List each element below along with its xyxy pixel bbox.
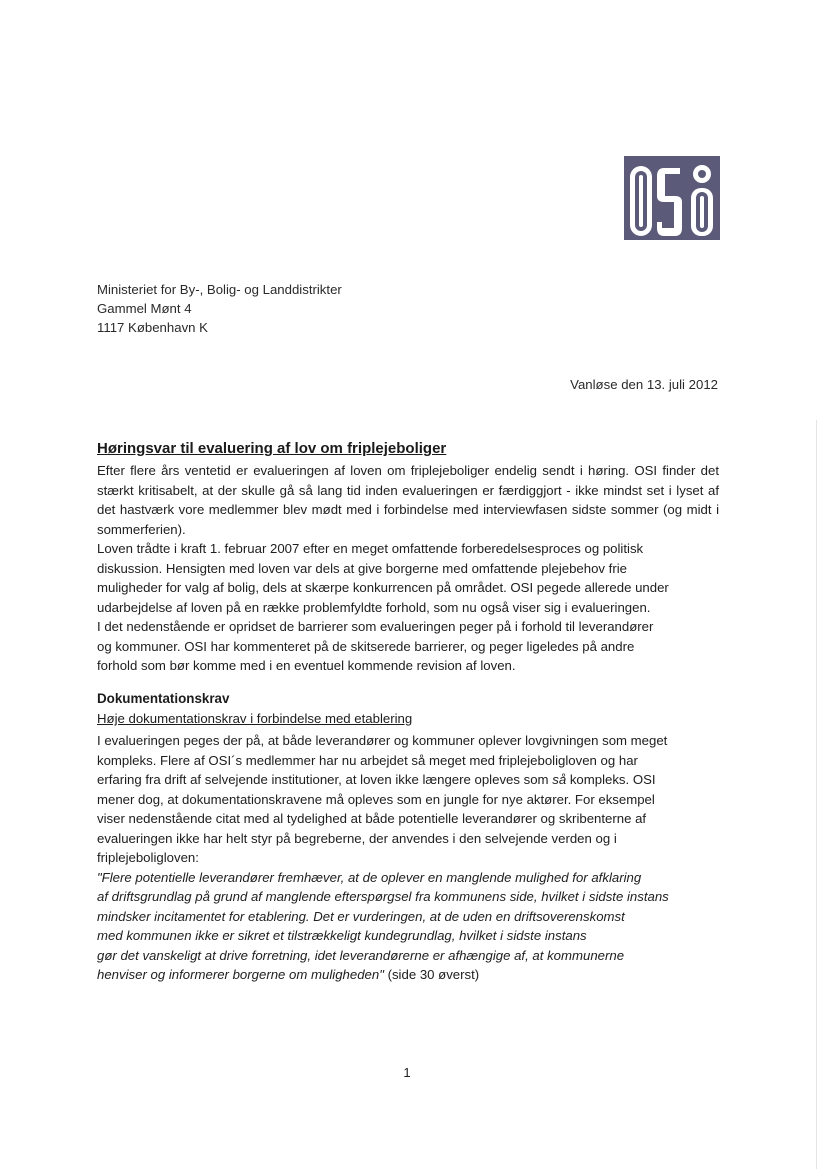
recipient-line-1: Ministeriet for By-, Bolig- og Landdistrikter (97, 282, 342, 297)
recipient-address (97, 280, 342, 337)
document-title: Høringsvar til evaluering af lov om friplejeboliger (97, 440, 447, 457)
intro-paragraph-3 (97, 617, 719, 676)
intro-p3-line: I det nedenstående er opridset de barrierer som evalueringen peger på i forhold til leverandører (97, 619, 654, 634)
section-subheading: Høje dokumentationskrav i forbindelse med etablering (97, 711, 413, 726)
intro-p3-line: forhold som bør komme med i en eventuel kommende revision af loven. (97, 658, 516, 673)
section-text-segment: kompleks. OSI (566, 772, 656, 787)
page-number: 1 (403, 1065, 411, 1080)
osi-logo (624, 156, 720, 240)
quote-line: af driftsgrundlag på grund af manglende efterspørgsel fra kommunens side, hvilket i sidste instans (97, 889, 669, 904)
section-text-line: mener dog, at dokumentationskravene må opleves som en jungle for nye aktører. For eksempel (97, 791, 655, 807)
section-text-line: viser nedenstående citat med al tydelighed at både potentielle leverandører og skribenterne af (97, 811, 647, 826)
recipient-line-2: Gammel Mønt 4 (97, 301, 192, 316)
quote-line: mindsker incitamentet for etablering. Det er vurderingen, at de uden en driftsoverenskomst (97, 908, 625, 924)
section-body (97, 731, 719, 985)
intro-p2-line: udarbejdelse af loven på en række problemfyldte forhold, som nu også viser sig i evalueringen. (97, 599, 651, 615)
section-text-line: evalueringen ikke har helt styr på begreberne, der anvendes i den selvejende verden og i (97, 830, 617, 846)
section-text-segment: erfaring fra drift af selvejende institutioner, at loven ikke længere opleves som (97, 772, 553, 787)
quote-line: med kommunen ikke er sikret et tilstrækkeligt kundegrundlag, hvilket i sidste instans (97, 928, 587, 943)
dateline: Vanløse den 13. juli 2012 (570, 377, 718, 392)
quote-text: henviser og informerer borgerne om muligheden" (97, 967, 384, 982)
intro-section (97, 461, 719, 676)
section-text-line: kompleks. Flere af OSI´s medlemmer har nu arbejdet så meget med friplejeboligloven og har (97, 752, 638, 768)
intro-p2-line: Loven trådte i kraft 1. februar 2007 efter en meget omfattende forberedelsesproces og politisk (97, 541, 644, 556)
scan-edge-line (816, 420, 817, 1169)
section-text-line (97, 770, 719, 790)
quote-line: "Flere potentielle leverandører fremhæver, at de oplever en manglende mulighed for afklaring (97, 869, 642, 885)
quote-source: (side 30 øverst) (383, 967, 480, 982)
quote-block (97, 868, 719, 985)
section-text-emphasis: så (552, 772, 567, 787)
quote-line: gør det vanskeligt at drive forretning, idet leverandørerne er afhængige af, at kommunerne (97, 947, 625, 963)
intro-paragraph-2 (97, 539, 719, 617)
intro-p3-line: og kommuner. OSI har kommenteret på de skitserede barrierer, og peger ligeledes på andre (97, 638, 635, 654)
section-text-line: I evalueringen peges der på, at både leverandører og kommuner oplever lovgivningen som meget (97, 733, 668, 748)
section-text-line: friplejeboligloven: (97, 850, 199, 865)
intro-p2-line: diskussion. Hensigten med loven var dels at give borgerne med omfattende plejebehov frie (97, 560, 628, 576)
section-heading: Dokumentationskrav (97, 691, 230, 706)
quote-line-last (97, 965, 719, 985)
intro-paragraph-1: Efter flere års ventetid er evalueringen af loven om friplejeboliger endelig sendt i høring. OSI finder det stærkt kritisabelt, at der skulle gå så lang tid inden evalueringen er færdiggjort - ikke mindst set i lyset af det hastværk vore medlemmer blev mødt med i forbindelse med interviewfasen sidste sommer (og midt i sommerferien). (97, 463, 719, 537)
intro-p2-line: muligheder for valg af bolig, dels at skærpe konkurrencen på området. OSI pegede allerede under (97, 580, 669, 595)
recipient-line-3: 1117 København K (97, 320, 208, 335)
